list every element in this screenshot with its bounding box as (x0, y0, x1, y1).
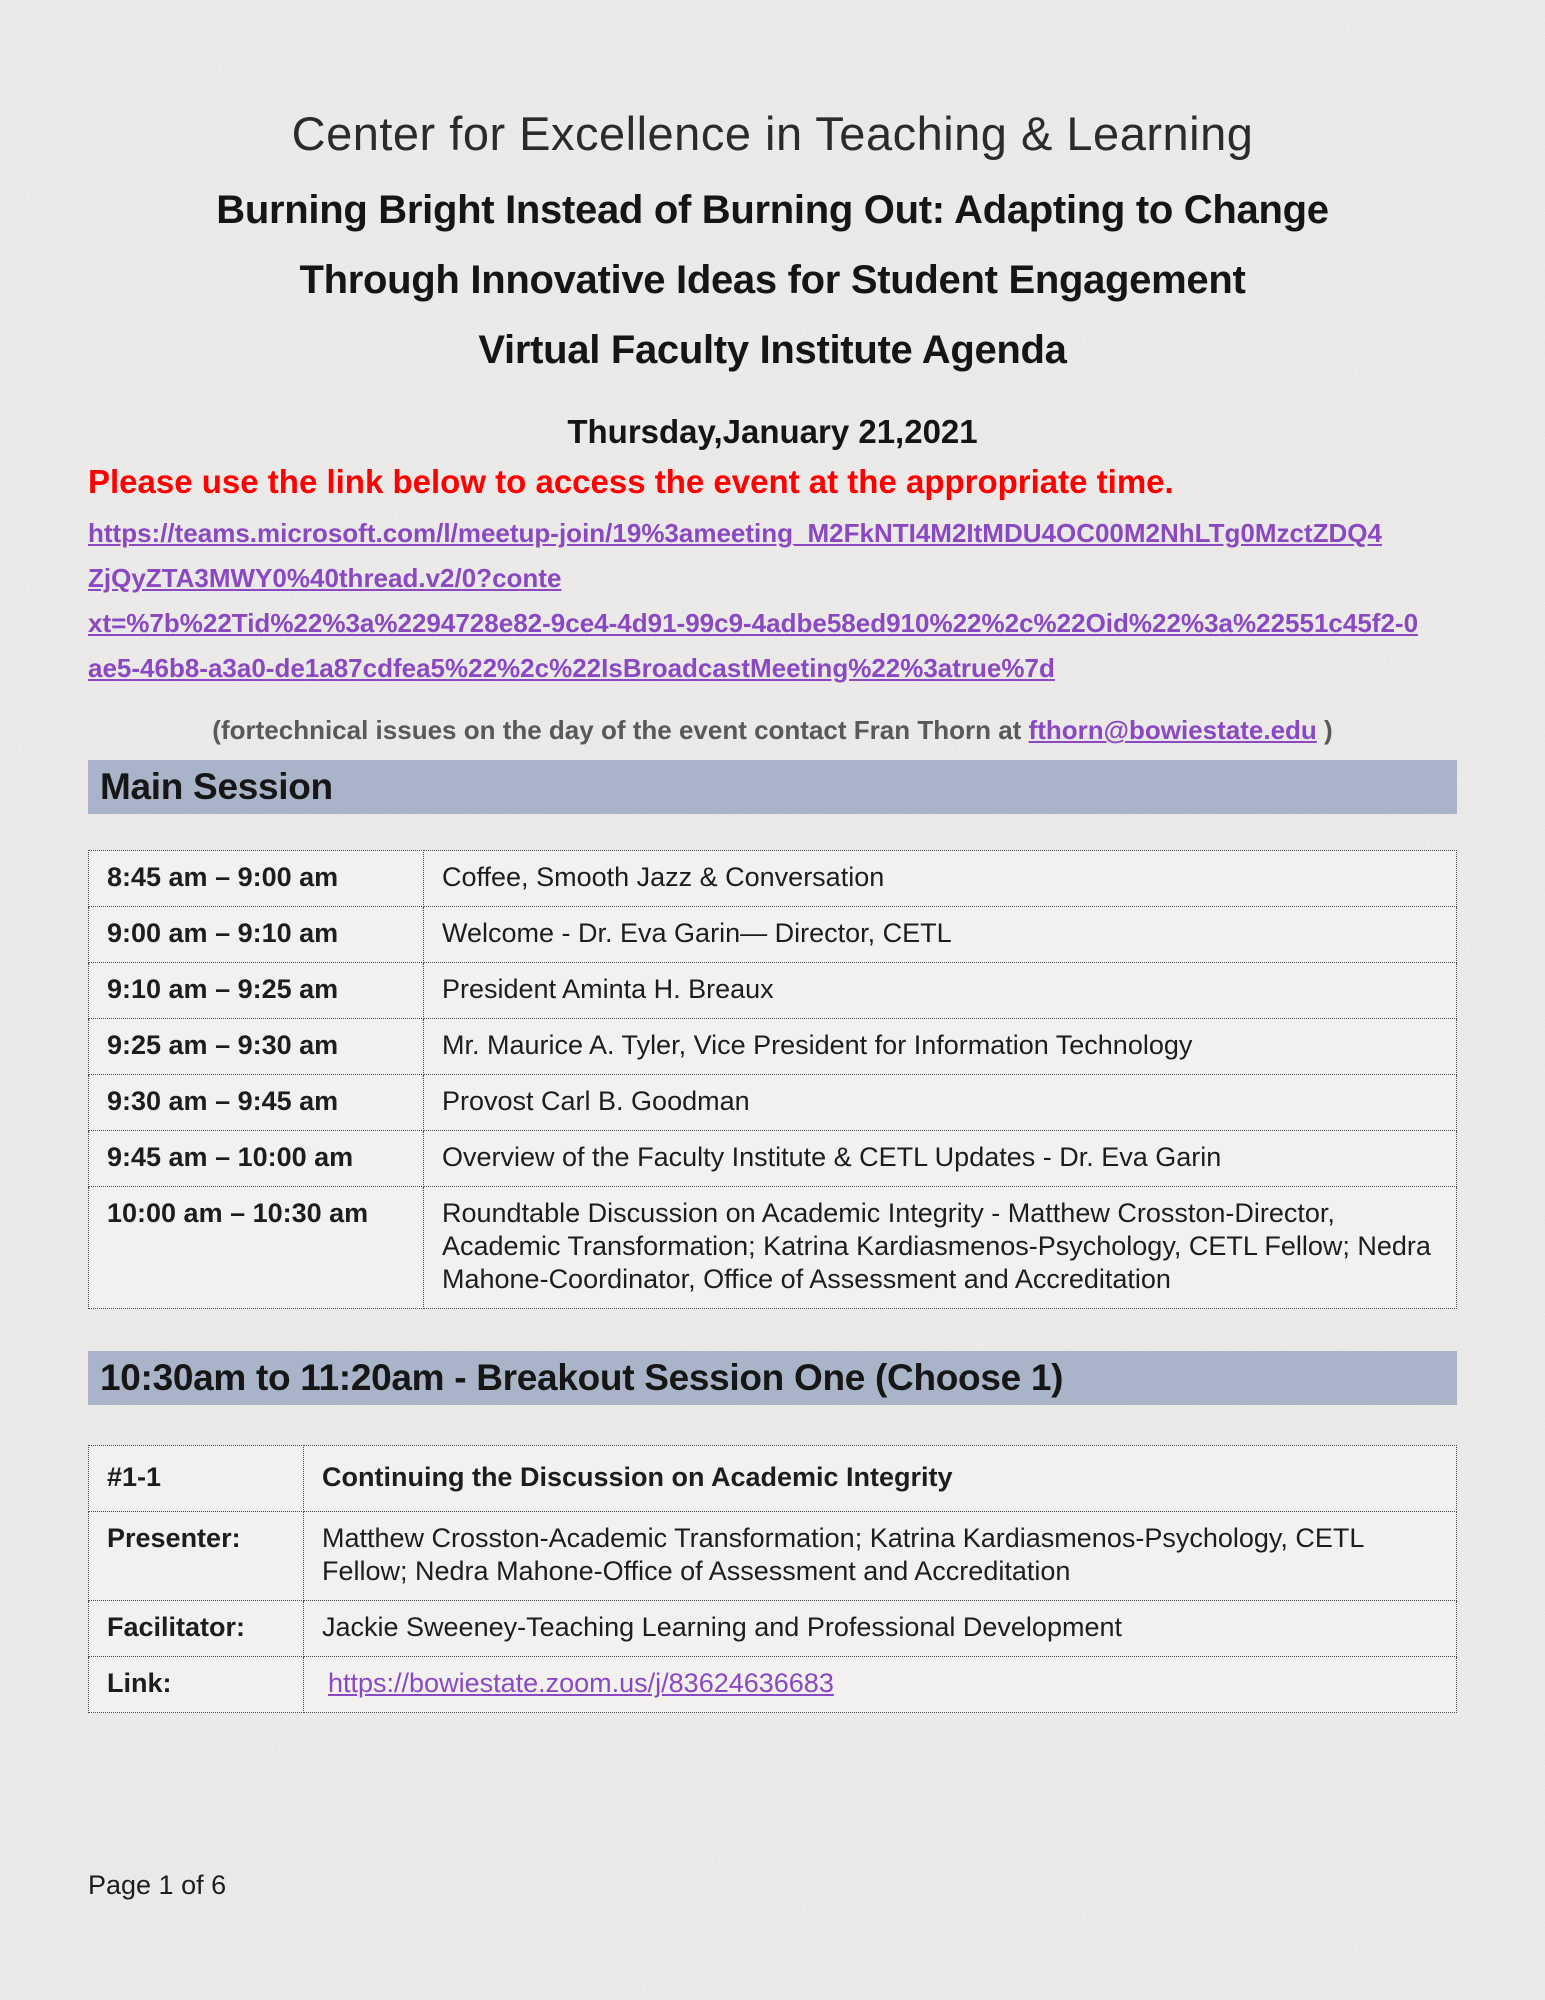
breakout-detail-row (89, 1601, 1457, 1657)
main-session-schedule-table (88, 850, 1457, 1309)
schedule-event: Coffee, Smooth Jazz & Conversation (424, 851, 1457, 907)
schedule-event: Mr. Maurice A. Tyler, Vice President for Information Technology (424, 1019, 1457, 1075)
breakout-row-label: Facilitator: (89, 1601, 304, 1657)
teams-meeting-link (88, 511, 1457, 691)
breakout-row-value: Continuing the Discussion on Academic Integrity (304, 1446, 1457, 1512)
breakout-detail-row (89, 1657, 1457, 1713)
schedule-time: 8:45 am – 9:00 am (89, 851, 424, 907)
main-session-header: Main Session (88, 760, 1457, 814)
teams-meeting-link-line-2[interactable]: ZjQyZTA3MWY0%40thread.v2/0?conte (88, 563, 562, 593)
page-number: Page 1 of 6 (88, 1870, 227, 1900)
schedule-event: President Aminta H. Breaux (424, 963, 1457, 1019)
schedule-row (89, 1131, 1457, 1187)
schedule-time: 9:10 am – 9:25 am (89, 963, 424, 1019)
teams-meeting-link-line-3[interactable]: xt=%7b%22Tid%22%3a%2294728e82-9ce4-4d91-99c9-4adbe58ed910%22%2c%22Oid%22%3a%22551c45f2-0 (88, 608, 1419, 638)
breakout-session-one-table (88, 1445, 1457, 1713)
schedule-time: 9:25 am – 9:30 am (89, 1019, 424, 1075)
technical-contact-prefix: (fortechnical issues on the day of the event contact Fran Thorn at (212, 715, 1029, 745)
schedule-event: Provost Carl B. Goodman (424, 1075, 1457, 1131)
breakout-row-label: #1-1 (89, 1446, 304, 1512)
breakout-row-label: Presenter: (89, 1512, 304, 1601)
schedule-row (89, 851, 1457, 907)
schedule-event: Roundtable Discussion on Academic Integrity - Matthew Crosston-Director, Academic Transformation; Katrina Kardiasmenos-Psychology, CETL Fellow; Nedra Mahone-Coordinator, Office of Assessment and Accreditation (424, 1187, 1457, 1309)
schedule-row (89, 907, 1457, 963)
schedule-time: 9:30 am – 9:45 am (89, 1075, 424, 1131)
breakout-row-value (304, 1657, 1457, 1713)
event-title-line-2: Through Innovative Ideas for Student Engagement (299, 258, 1246, 302)
schedule-event: Overview of the Faculty Institute & CETL Updates - Dr. Eva Garin (424, 1131, 1457, 1187)
teams-meeting-link-line-4[interactable]: ae5-46b8-a3a0-de1a87cdfea5%22%2c%22IsBroadcastMeeting%22%3atrue%7d (88, 653, 1055, 683)
event-title-line-1: Burning Bright Instead of Burning Out: Adapting to Change (216, 188, 1329, 232)
breakout-row-value: Matthew Crosston-Academic Transformation; Katrina Kardiasmenos-Psychology, CETL Fellow; Nedra Mahone-Office of Assessment and Accreditation (304, 1512, 1457, 1601)
event-date: Thursday,January 21,2021 (567, 413, 978, 450)
schedule-time: 10:00 am – 10:30 am (89, 1187, 424, 1309)
schedule-time: 9:45 am – 10:00 am (89, 1131, 424, 1187)
breakout-row-value: Jackie Sweeney-Teaching Learning and Professional Development (304, 1601, 1457, 1657)
schedule-row (89, 963, 1457, 1019)
teams-meeting-link-line-1[interactable]: https://teams.microsoft.com/l/meetup-join/19%3ameeting_M2FkNTI4M2ItMDU4OC00M2NhLTg0MzctZDQ4 (88, 518, 1382, 548)
breakout-session-one-header: 10:30am to 11:20am - Breakout Session One (Choose 1) (88, 1351, 1457, 1405)
breakout-detail-row (89, 1512, 1457, 1601)
access-notice: Please use the link below to access the event at the appropriate time. (88, 463, 1174, 500)
breakout-title-row (89, 1446, 1457, 1512)
schedule-row (89, 1019, 1457, 1075)
schedule-event: Welcome - Dr. Eva Garin— Director, CETL (424, 907, 1457, 963)
technical-contact-note (88, 715, 1457, 746)
technical-contact-email-link[interactable]: fthorn@bowiestate.edu (1028, 715, 1317, 745)
breakout-zoom-link[interactable]: https://bowiestate.zoom.us/j/83624636683 (328, 1668, 834, 1698)
event-title (88, 175, 1457, 385)
schedule-row (89, 1187, 1457, 1309)
schedule-row (89, 1075, 1457, 1131)
event-title-line-3: Virtual Faculty Institute Agenda (478, 328, 1067, 372)
schedule-time: 9:00 am – 9:10 am (89, 907, 424, 963)
page-title: Center for Excellence in Teaching & Learning (291, 107, 1254, 160)
technical-contact-suffix: ) (1316, 715, 1333, 745)
breakout-row-label: Link: (89, 1657, 304, 1713)
